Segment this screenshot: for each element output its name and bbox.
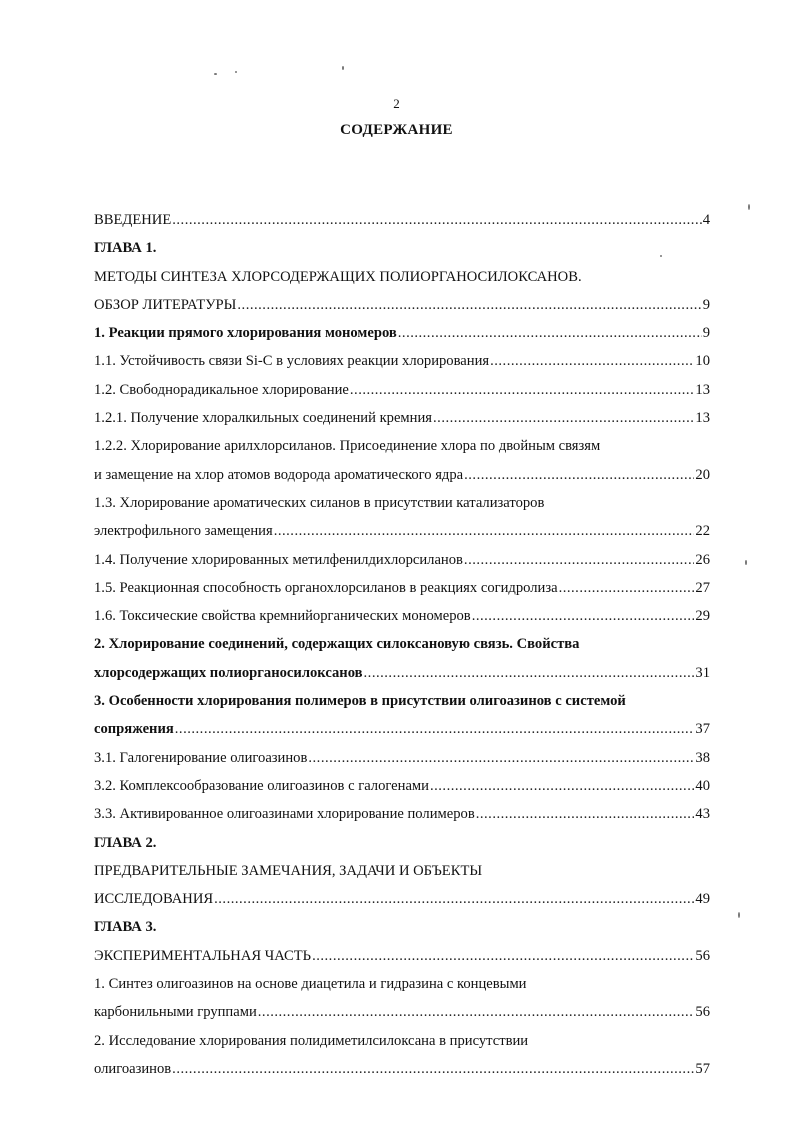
toc-entry-text: МЕТОДЫ СИНТЕЗА ХЛОРСОДЕРЖАЩИХ ПОЛИОРГАНОСИЛОКСАНОВ. bbox=[94, 268, 582, 285]
toc-leader-dots bbox=[237, 291, 701, 319]
toc-leader-dots bbox=[559, 574, 695, 602]
toc-entry bbox=[94, 659, 710, 687]
toc-entry bbox=[94, 263, 710, 291]
toc-entry-text: 2. Хлорирование соединений, содержащих силоксановую связь. Свойства bbox=[94, 636, 580, 653]
toc-entry-page: 40 bbox=[695, 777, 710, 794]
toc-entry bbox=[94, 1055, 710, 1083]
toc-entry-page: 31 bbox=[695, 664, 710, 681]
toc-entry bbox=[94, 461, 710, 489]
toc-entry-text: хлорсодержащих полиорганосилоксанов bbox=[94, 664, 363, 681]
toc-entry-text: 1.2.1. Получение хлоралкильных соединений кремния bbox=[94, 410, 433, 427]
toc-entry-page: 9 bbox=[702, 325, 710, 342]
toc-entry bbox=[94, 772, 710, 800]
toc-entry bbox=[94, 800, 710, 828]
toc-leader-dots bbox=[364, 659, 695, 687]
toc-entry-text: 1.3. Хлорирование ароматических силанов в присутствии катализаторов bbox=[94, 494, 545, 511]
toc-entry-text: 1.1. Устойчивость связи Si-C в условиях реакции хлорирования bbox=[94, 353, 490, 370]
toc-entry-text: ВВЕДЕНИЕ bbox=[94, 212, 172, 228]
toc-leader-dots bbox=[350, 376, 695, 404]
toc-entry-page: 27 bbox=[695, 579, 710, 596]
toc-entry-page: 20 bbox=[695, 466, 710, 483]
toc-entry bbox=[94, 404, 710, 432]
toc-entry bbox=[94, 715, 710, 743]
toc-entry-text: ГЛАВА 3. bbox=[94, 919, 157, 936]
toc-entry-text: олигоазинов bbox=[94, 1060, 172, 1077]
toc-entry-text: ОБЗОР ЛИТЕРАТУРЫ bbox=[94, 296, 237, 313]
toc-entry bbox=[94, 517, 710, 545]
toc-entry-page: 49 bbox=[695, 891, 710, 908]
toc-entry-text: 3. Особенности хлорирования полимеров в присутствии олигоазинов с системой bbox=[94, 693, 626, 710]
toc-entry-page: 29 bbox=[695, 608, 710, 625]
toc-leader-dots bbox=[172, 206, 701, 234]
toc-entry-text: сопряжения bbox=[94, 721, 174, 738]
toc-entry bbox=[94, 489, 710, 517]
toc-entry-page: 26 bbox=[695, 551, 710, 568]
toc-entry-text: 1.2.2. Хлорирование арилхлорсиланов. Присоединение хлора по двойным связям bbox=[94, 438, 601, 455]
scan-speck bbox=[214, 73, 217, 75]
toc-entry bbox=[94, 234, 710, 262]
toc-entry-text: ПРЕДВАРИТЕЛЬНЫЕ ЗАМЕЧАНИЯ, ЗАДАЧИ И ОБЪЕКТЫ bbox=[94, 862, 483, 879]
scan-speck bbox=[660, 255, 662, 257]
toc-entry bbox=[94, 970, 710, 998]
toc-entry-text: 2. Исследование хлорирования полидиметилсилоксана в присутствии bbox=[94, 1032, 529, 1049]
scan-speck bbox=[738, 912, 740, 918]
toc-entry-text: 3.1. Галогенирование олигоазинов bbox=[94, 749, 308, 766]
toc-entry bbox=[94, 630, 710, 658]
toc-leader-dots bbox=[214, 885, 694, 913]
toc-entry-text: 1.2. Свободнорадикальное хлорирование bbox=[94, 381, 349, 398]
toc-entry-text: ИССЛЕДОВАНИЯ bbox=[94, 891, 214, 908]
toc-entry-page: 22 bbox=[695, 523, 710, 540]
toc-entry-text: электрофильного замещения bbox=[94, 523, 273, 540]
page-number: 2 bbox=[393, 96, 400, 111]
toc-entry bbox=[94, 291, 710, 319]
toc-leader-dots bbox=[308, 744, 694, 772]
scan-speck bbox=[745, 560, 747, 565]
toc-leader-dots bbox=[312, 942, 694, 970]
toc-leader-dots bbox=[464, 461, 694, 489]
page-title: СОДЕРЖАНИЕ bbox=[340, 122, 453, 138]
toc-leader-dots bbox=[476, 800, 695, 828]
toc-entry-page: 13 bbox=[695, 381, 710, 398]
toc-entry bbox=[94, 376, 710, 404]
toc-entry-text: 1. Синтез олигоазинов на основе диацетила и гидразина с концевыми bbox=[94, 976, 527, 993]
toc-entry bbox=[94, 687, 710, 715]
toc-entry-text: и замещение на хлор атомов водорода ароматического ядра bbox=[94, 466, 464, 483]
scan-speck bbox=[342, 66, 344, 70]
toc-leader-dots bbox=[430, 772, 694, 800]
toc-entry-text: 1.5. Реакционная способность органохлорсиланов в реакциях согидролиза bbox=[94, 579, 558, 596]
toc-entry bbox=[94, 347, 710, 375]
toc-entry-text: ЭКСПЕРИМЕНТАЛЬНАЯ ЧАСТЬ bbox=[94, 947, 312, 964]
toc-entry-page: 4 bbox=[702, 212, 710, 228]
toc-entry bbox=[94, 319, 710, 347]
toc-entry-page: 56 bbox=[695, 1004, 710, 1021]
toc-entry-text: ГЛАВА 2. bbox=[94, 834, 157, 851]
table-of-contents bbox=[94, 206, 710, 1083]
toc-leader-dots bbox=[433, 404, 694, 432]
toc-entry bbox=[94, 857, 710, 885]
toc-entry-page: 57 bbox=[695, 1060, 710, 1077]
toc-entry bbox=[94, 829, 710, 857]
toc-entry-page: 10 bbox=[695, 353, 710, 370]
toc-entry bbox=[94, 998, 710, 1026]
toc-entry bbox=[94, 913, 710, 941]
toc-entry bbox=[94, 942, 710, 970]
toc-leader-dots bbox=[464, 546, 694, 574]
toc-entry bbox=[94, 885, 710, 913]
toc-leader-dots bbox=[490, 347, 694, 375]
scan-speck bbox=[235, 71, 237, 73]
toc-leader-dots bbox=[398, 319, 702, 347]
toc-entry bbox=[94, 546, 710, 574]
toc-entry bbox=[94, 744, 710, 772]
toc-entry-page: 38 bbox=[695, 749, 710, 766]
toc-leader-dots bbox=[172, 1055, 694, 1083]
toc-entry bbox=[94, 602, 710, 630]
toc-entry bbox=[94, 574, 710, 602]
toc-entry-text: 1.4. Получение хлорированных метилфенилдихлорсиланов bbox=[94, 551, 463, 568]
toc-entry-text: 3.2. Комплексообразование олигоазинов с галогенами bbox=[94, 777, 429, 794]
toc-entry bbox=[94, 1027, 710, 1055]
toc-entry-page: 37 bbox=[695, 721, 710, 738]
toc-entry-page: 43 bbox=[695, 806, 710, 823]
toc-entry-page: 9 bbox=[702, 296, 710, 313]
toc-leader-dots bbox=[258, 998, 695, 1026]
toc-entry-page: 56 bbox=[695, 947, 710, 964]
scan-speck bbox=[748, 204, 750, 210]
toc-entry-text: 1. Реакции прямого хлорирования мономеров bbox=[94, 325, 397, 342]
toc-entry-text: 1.6. Токсические свойства кремнийорганических мономеров bbox=[94, 608, 471, 625]
toc-entry-text: карбонильными группами bbox=[94, 1004, 257, 1021]
toc-entry bbox=[94, 206, 710, 234]
toc-leader-dots bbox=[274, 517, 695, 545]
toc-entry bbox=[94, 432, 710, 460]
toc-leader-dots bbox=[472, 602, 695, 630]
toc-leader-dots bbox=[175, 715, 695, 743]
toc-entry-page: 13 bbox=[695, 410, 710, 427]
toc-entry-text: 3.3. Активированное олигоазинами хлорирование полимеров bbox=[94, 806, 475, 823]
toc-entry-text: ГЛАВА 1. bbox=[94, 240, 157, 257]
